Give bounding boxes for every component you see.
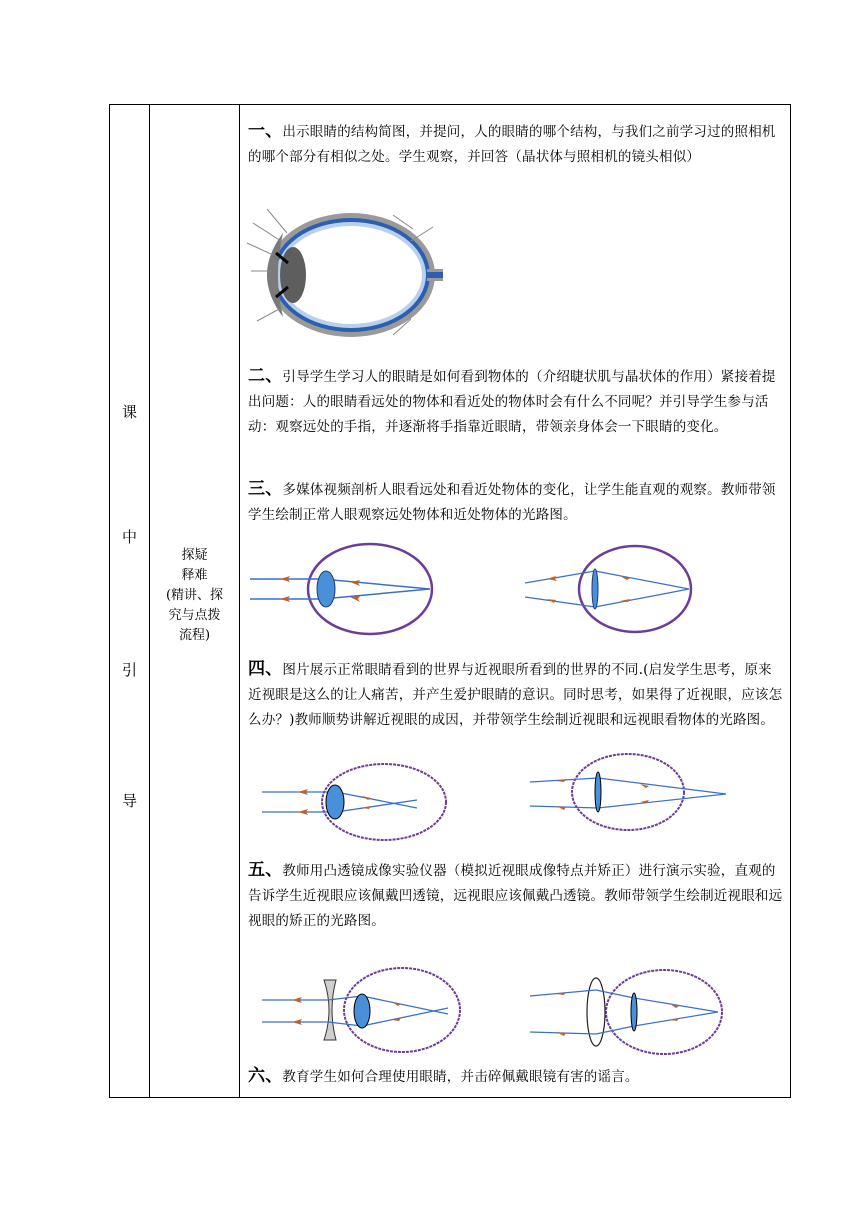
stage-label-line: 流程) [178,628,211,643]
lens [631,993,637,1031]
stage-label-line: (精讲、探 [165,588,224,603]
concave-lens [324,980,336,1040]
lens [326,785,344,819]
lens [354,994,370,1028]
stage-label-line: 究与点拨 [168,608,221,623]
incoming-ray [525,571,595,583]
phase-char: 中 [121,528,137,546]
refracted-ray [595,571,689,589]
normal-eye-far-object-ray-diagram [250,541,440,637]
refracted-ray [322,579,430,589]
section-text: 多媒体视频剖析人眼看远处和看近处物体的变化，让学生能直观的观察。教师带领学生绘制正常人眼观察远处物体和近处物体的光路图。 [248,482,776,523]
ray-direction-arrows [556,779,649,810]
stage-label-line: 释难 [181,568,208,583]
incoming-ray [525,597,595,607]
myopia-correction-ray-diagram [262,962,462,1062]
content-column [240,105,790,1097]
eyeball-outline [572,754,684,830]
section-2 [248,364,784,440]
section-6 [248,1064,784,1090]
section-text: 教育学生如何合理使用眼睛，并击碎佩戴眼镜有害的谣言。 [282,1069,639,1085]
normal-eye-near-object-ray-diagram [525,541,695,637]
phase-char: 导 [121,792,137,810]
refracted-ray [322,589,430,599]
lens [592,569,598,609]
refracted-ray [362,1008,448,1026]
hyperopia-correction-ray-diagram [530,962,730,1062]
lens [595,772,601,812]
myopia-ray-diagram [262,760,452,844]
lens-crystalline [280,247,306,303]
section-text: 教师用凸透镜成像实验仪器（模拟近视眼成像特点并矫正）进行演示实验，直观的告诉学生近视眼应该佩戴凹透镜，远视眼应该佩戴凸透镜。教师带领学生绘制近视眼和远视眼的矫正的光路图。 [248,863,783,929]
optic-nerve-core [427,272,443,278]
section-number: 六、 [248,1066,283,1086]
section-text: 出示眼睛的结构简图，并提问，人的眼睛的哪个结构，与我们之前学习过的照相机的哪个部分有相似之处。学生观察，并回答（晶状体与照相机的镜头相似） [248,124,776,165]
section-text: 图片展示正常眼睛看到的世界与近视眼所看到的世界的不同.(启发学生思考，原来近视眼是这么的让人痛苦，并产生爱护眼睛的意识。同时思考，如果得了近视眼，应该怎么办？)教师顺势讲解近视眼的成因，并带领学生绘制近视眼和远视眼看物体的光路图。 [248,662,783,728]
phase-column [110,105,149,1097]
section-3 [248,477,784,528]
convex-lens [587,978,605,1046]
section-number: 五、 [248,860,283,880]
ray-direction-arrows [547,576,630,603]
refracted-ray [595,589,689,607]
section-number: 四、 [248,659,283,679]
phase-char: 课 [121,403,137,421]
refracted-ray [634,998,718,1012]
phase-char: 引 [121,661,137,679]
stage-label-line: 探疑 [181,548,208,563]
section-5 [248,858,784,934]
eyeball-outline [606,970,722,1054]
refracted-ray [598,778,726,794]
refracted-ray [598,794,726,808]
stage-column [150,105,239,1097]
section-number: 二、 [248,366,283,386]
stage-label [150,546,239,646]
section-number: 三、 [248,479,283,499]
section-text: 引导学生学习人的眼睛是如何看到物体的（介绍睫状肌与晶状体的作用）紧接着提出问题：人的眼睛看远处的物体和看近处的物体时会有什么不同呢？并引导学生参与活动：观察远处的手指，并逐渐将手指靠近眼睛，带领亲身体会一下眼睛的变化。 [248,369,776,435]
hyperopia-ray-diagram [530,750,730,834]
section-1 [248,119,784,170]
lesson-table [109,104,791,1098]
lens [317,571,335,607]
eye-structure-diagram [243,203,443,348]
section-number: 一、 [248,121,283,141]
section-4 [248,657,784,733]
